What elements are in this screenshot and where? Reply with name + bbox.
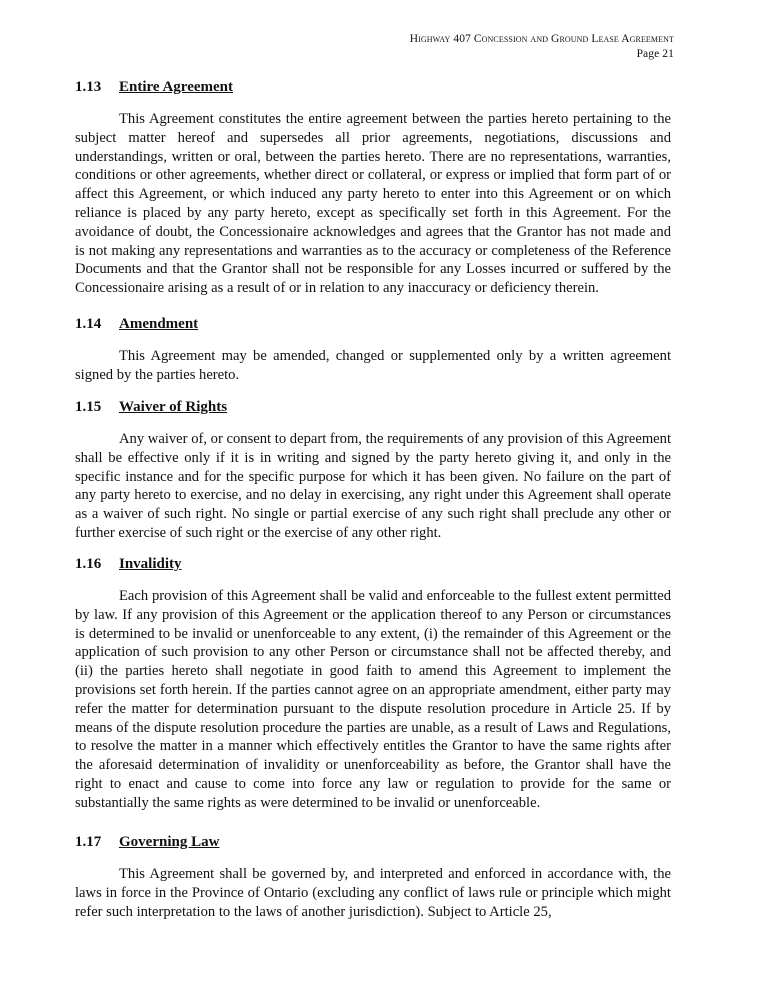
section-heading	[75, 398, 671, 416]
section-title: Waiver of Rights	[119, 399, 228, 415]
section-1-17	[75, 833, 671, 921]
section-1-14	[75, 315, 671, 385]
section-body: Any waiver of, or consent to depart from, the requirements of any provision of this Agreement shall be effective only if it is in writing and signed by the party hereto giving it, and only in the specific instance and for the specific purpose for which it has been given. No failure on the part of any party hereto to exercise, and no delay in exercising, any right under this Agreement shall operate as a waiver of such right. No single or partial exercise of any such right shall preclude any other or further exercise of such right or the exercise of any other right.	[75, 431, 671, 541]
section-1-15	[75, 398, 671, 543]
header-title: Highway 407 Concession and Ground Lease Agreement	[409, 33, 674, 45]
section-number: 1.13	[75, 79, 102, 95]
section-number: 1.14	[75, 316, 102, 332]
section-heading	[75, 315, 671, 333]
section-title: Amendment	[119, 316, 199, 332]
section-body: This Agreement shall be governed by, and interpreted and enforced in accordance with, the laws in force in the Province of Ontario (excluding any conflict of laws rule or principle which might refer such interpretation to the laws of another jurisdiction). Subject to Article 25,	[75, 866, 671, 920]
section-heading	[75, 833, 671, 851]
section-title: Invalidity	[119, 556, 182, 572]
section-body: This Agreement may be amended, changed or supplemented only by a written agreement signed by the parties hereto.	[75, 348, 671, 383]
section-title: Governing Law	[119, 834, 220, 850]
section-heading	[75, 78, 671, 96]
running-header	[410, 32, 674, 62]
section-1-16	[75, 555, 671, 813]
section-body: This Agreement constitutes the entire agreement between the parties hereto pertaining to the subject matter hereof and supersedes all prior agreements, negotiations, discussions and understandings, written or oral, between the parties hereto. There are no representations, warranties, conditions or other agreements, whether direct or collateral, or express or implied that form part of or affect this Agreement, or which induced any party hereto to enter into this Agreement or on which reliance is placed by any party hereto, except as specifically set forth in this Agreement. For the avoidance of doubt, the Concessionaire acknowledges and agrees that the Grantor has not made and is not making any representations and warranties as to the accuracy or completeness of the Reference Documents and that the Grantor shall not be responsible for any Losses incurred or suffered by the Concessionaire arising as a result of or in relation to any inaccuracy or deficiency therein.	[75, 111, 671, 297]
section-number: 1.15	[75, 399, 102, 415]
section-title: Entire Agreement	[119, 79, 234, 95]
section-1-13	[75, 78, 671, 298]
section-number: 1.16	[75, 556, 102, 572]
section-number: 1.17	[75, 834, 102, 850]
section-heading	[75, 555, 671, 573]
section-body: Each provision of this Agreement shall be valid and enforceable to the fullest extent permitted by law. If any provision of this Agreement or the application thereof to any Person or circumstances is determined to be invalid or unenforceable to any extent, (i) the remainder of this Agreement or the application of such provision to any other Person or circumstance shall not be affected thereby, and (ii) the parties hereto shall negotiate in good faith to amend this Agreement to implement the provisions set forth herein. If the parties cannot agree on an appropriate amendment, either party may refer the matter for determination pursuant to the dispute resolution procedure in Article 25. If by means of the dispute resolution procedure the parties are unable, as a result of Laws and Regulations, to resolve the matter in a manner which effectively entitles the Grantor to have the same rights after the aforesaid determination of invalidity or unenforceability as before, the Grantor shall have the right to enact and cause to come into force any law or regulation to provide for the same or substantially the same rights as were determined to be invalid or unenforceable.	[75, 588, 671, 811]
page-number: Page 21	[636, 48, 674, 60]
